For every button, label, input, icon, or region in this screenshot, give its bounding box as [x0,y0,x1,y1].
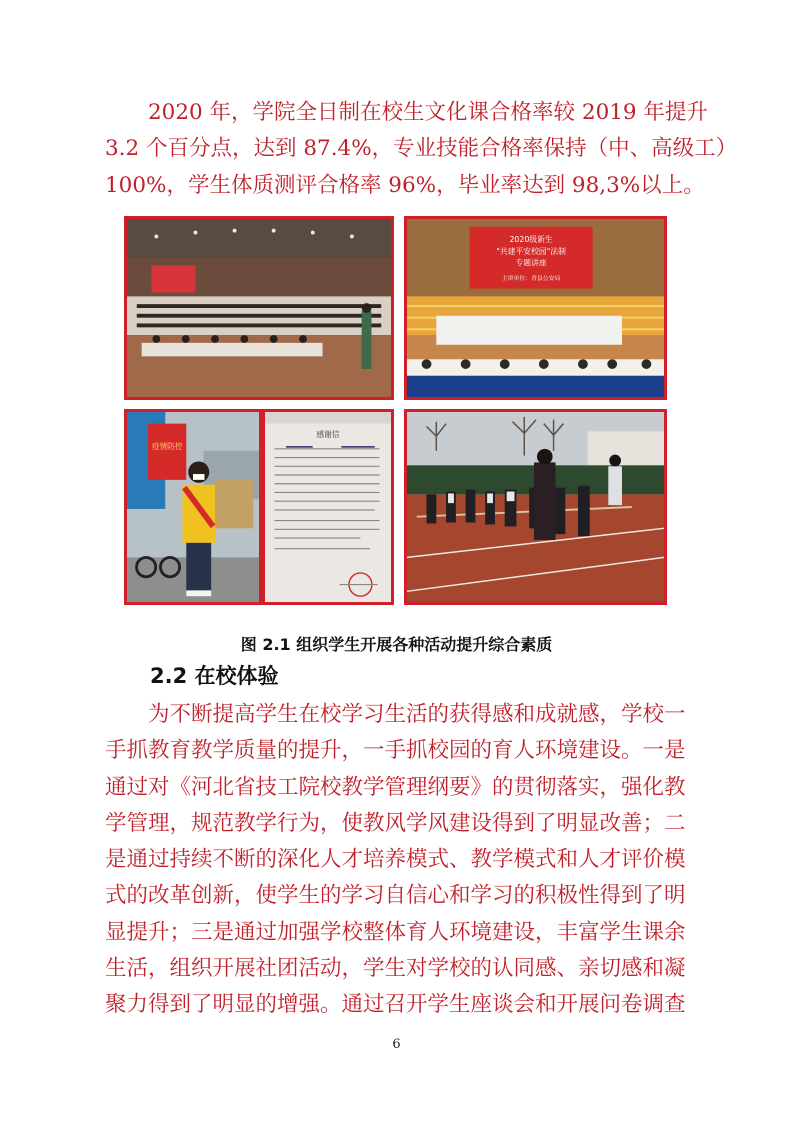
figure-caption: 图 2.1 组织学生开展各种活动提升综合素质 [240,635,553,654]
banner-line-3: 专题讲座 [515,258,547,268]
photo-thank-you-letter [262,409,394,605]
letter-title: 感谢信 [316,430,340,440]
photo-volunteer [124,409,262,605]
banner-line-4: 主讲单位：青县公安局 [501,275,561,282]
banner-line-1: 2020级新生 [509,235,553,245]
section-heading: 2.2 在校体验 [150,664,279,688]
body-line: 手抓教育教学质量的提升，一手抓校园的育人环境建设。一是 [105,738,686,764]
photo-auditorium [124,216,394,400]
body-line: 学管理，规范教学行为，使教风学风建设得到了明显改善；二 [105,810,686,836]
intro-line: 2020 年，学院全日制在校生文化课合格率较 2019 年提升 [148,100,708,125]
intro-line: 100%，学生体质测评合格率 96%，毕业率达到 98,3%以上。 [105,172,705,198]
body-line: 聚力得到了明显的增强。通过召开学生座谈会和开展问卷调查 [105,992,686,1018]
body-line: 式的改革创新，使学生的学习自信心和学习的积极性得到了明 [105,883,686,909]
body-line: 为不断提高学生在校学习生活的获得感和成就感，学校一 [148,702,686,727]
body-line: 是通过持续不断的深化人才培养模式、教学模式和人才评价模 [105,847,686,873]
body-line: 通过对《河北省技工院校教学管理纲要》的贯彻落实，强化教 [105,774,686,800]
body-paragraph [105,697,690,1024]
intro-line: 3.2 个百分点，达到 87.4%，专业技能合格率保持（中、高级工） [105,136,738,162]
body-line: 显提升；三是通过加强学校整体育人环境建设，丰富学生课余 [105,919,686,945]
intro-paragraph [105,95,738,204]
body-line: 生活，组织开展社团活动，学生对学校的认同感、亲切感和凝 [105,956,686,982]
sign-text: 疫情防控 [151,441,183,451]
photo-tug-of-war [404,409,667,605]
photo-stage-lecture [404,216,667,400]
page-number: 6 [392,1037,401,1052]
banner-line-2: "共建平安校园"法制 [496,246,566,256]
